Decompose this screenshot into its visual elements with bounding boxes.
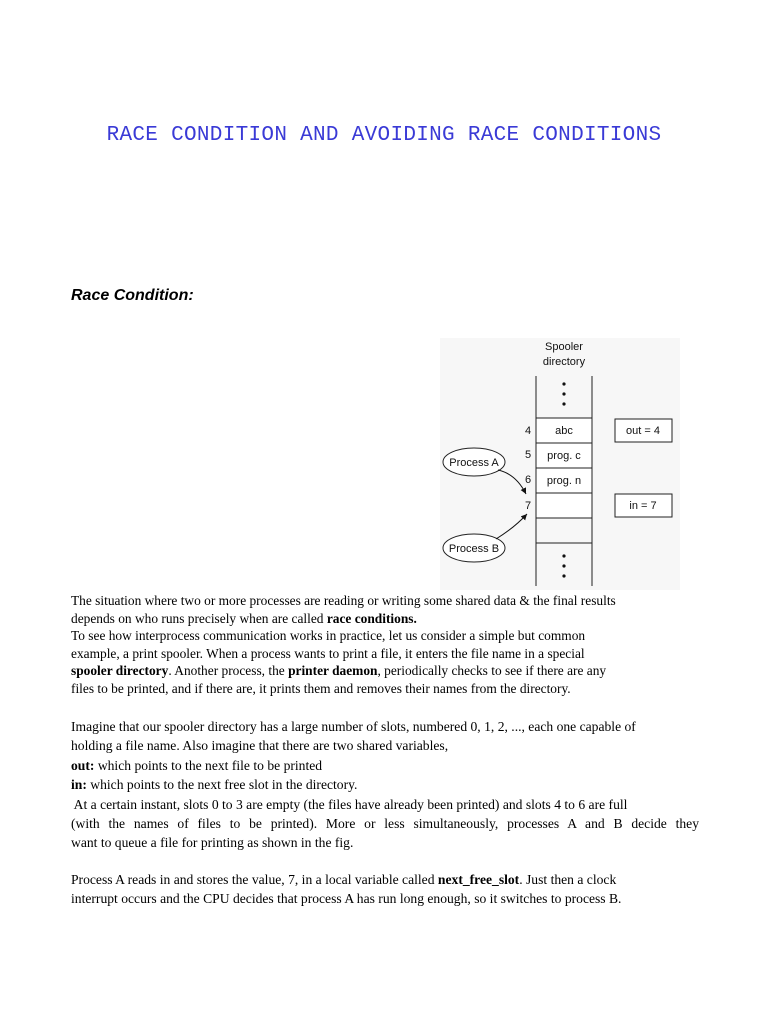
slot-value-4: abc	[555, 425, 573, 437]
spooler-header-line2: directory	[542, 356, 586, 368]
text-line: Imagine that our spooler directory has a large number of slots, numbered 0, 1, 2, ..., each one capable of	[71, 719, 636, 734]
text-line: files to be printed, and if there are, it prints them and removes their names from the directory.	[71, 680, 571, 696]
text-run: , periodically checks to see if there are any	[377, 663, 607, 679]
bold-term-printer-daemon: printer daemon	[288, 663, 378, 679]
spooler-diagram	[440, 338, 680, 590]
process-a-label: Process A	[449, 457, 499, 469]
ellipsis-dot	[562, 564, 565, 567]
ellipsis-dot	[562, 574, 565, 577]
slot-number-7: 7	[524, 500, 532, 512]
spooler-directory-figure	[440, 338, 680, 590]
ellipsis-dot	[562, 402, 565, 405]
slot-number-4: 4	[524, 425, 532, 437]
out-variable-label: out = 4	[626, 425, 660, 437]
text-line	[71, 870, 699, 889]
text-run: which points to the next free slot in the directory.	[86, 777, 358, 793]
page-title: RACE CONDITION AND AVOIDING RACE CONDITIONS	[106, 124, 662, 147]
text-line: To see how interprocess communication works in practice, let us consider a simple but common	[71, 628, 586, 644]
text-line: holding a file name. Also imagine that there are two shared variables,	[71, 738, 449, 754]
slot-number-5: 5	[524, 449, 532, 461]
bold-term-in: in:	[71, 777, 87, 793]
ellipsis-dot	[562, 382, 565, 385]
bold-term-next-free-slot: next_free_slot	[437, 872, 520, 887]
bold-term-spooler-directory: spooler directory	[71, 663, 169, 679]
ellipsis-dot	[562, 554, 565, 557]
process-b-label: Process B	[448, 543, 500, 555]
text-run: Process A reads in and stores the value, 7, in a local variable called	[71, 872, 438, 887]
paragraph-spooler-example	[71, 717, 699, 853]
text-line: interrupt occurs and the CPU decides that process A has run long enough, so it switches to process B.	[71, 891, 622, 907]
section-heading: Race Condition:	[71, 287, 194, 304]
text-line	[71, 775, 699, 794]
text-run: depends on who runs precisely when are called	[71, 610, 327, 626]
slot-value-5: prog. c	[547, 450, 581, 462]
text-line	[71, 610, 699, 628]
bold-term-race-conditions: race conditions.	[326, 610, 417, 626]
text-line: (with the names of files to be printed). More or less simultaneously, processes A and B decide they	[71, 816, 699, 832]
text-line	[71, 756, 699, 775]
text-line: want to queue a file for printing as shown in the fig.	[71, 835, 354, 851]
text-line	[71, 662, 699, 680]
spooler-header-line1: Spooler	[545, 341, 583, 353]
slot-cell-7	[536, 493, 592, 518]
slot-number-6: 6	[524, 474, 532, 486]
text-run: . Another process, the	[168, 663, 289, 679]
ellipsis-dot	[562, 392, 565, 395]
text-line: At a certain instant, slots 0 to 3 are empty (the files have already been printed) and slots 4 to 6 are full	[71, 796, 628, 812]
bold-term-out: out:	[71, 757, 95, 773]
paragraph-race-condition-definition	[71, 592, 699, 698]
text-line: The situation where two or more processes are reading or writing some shared data & the final results	[71, 593, 616, 608]
slot-value-6: prog. n	[546, 475, 582, 487]
text-run: which points to the next file to be printed	[94, 757, 323, 773]
paragraph-process-a	[71, 870, 699, 909]
in-variable-label: in = 7	[629, 500, 657, 512]
text-run: . Just then a clock	[519, 872, 617, 887]
text-line: example, a print spooler. When a process wants to print a file, it enters the file name in a special	[71, 645, 585, 661]
